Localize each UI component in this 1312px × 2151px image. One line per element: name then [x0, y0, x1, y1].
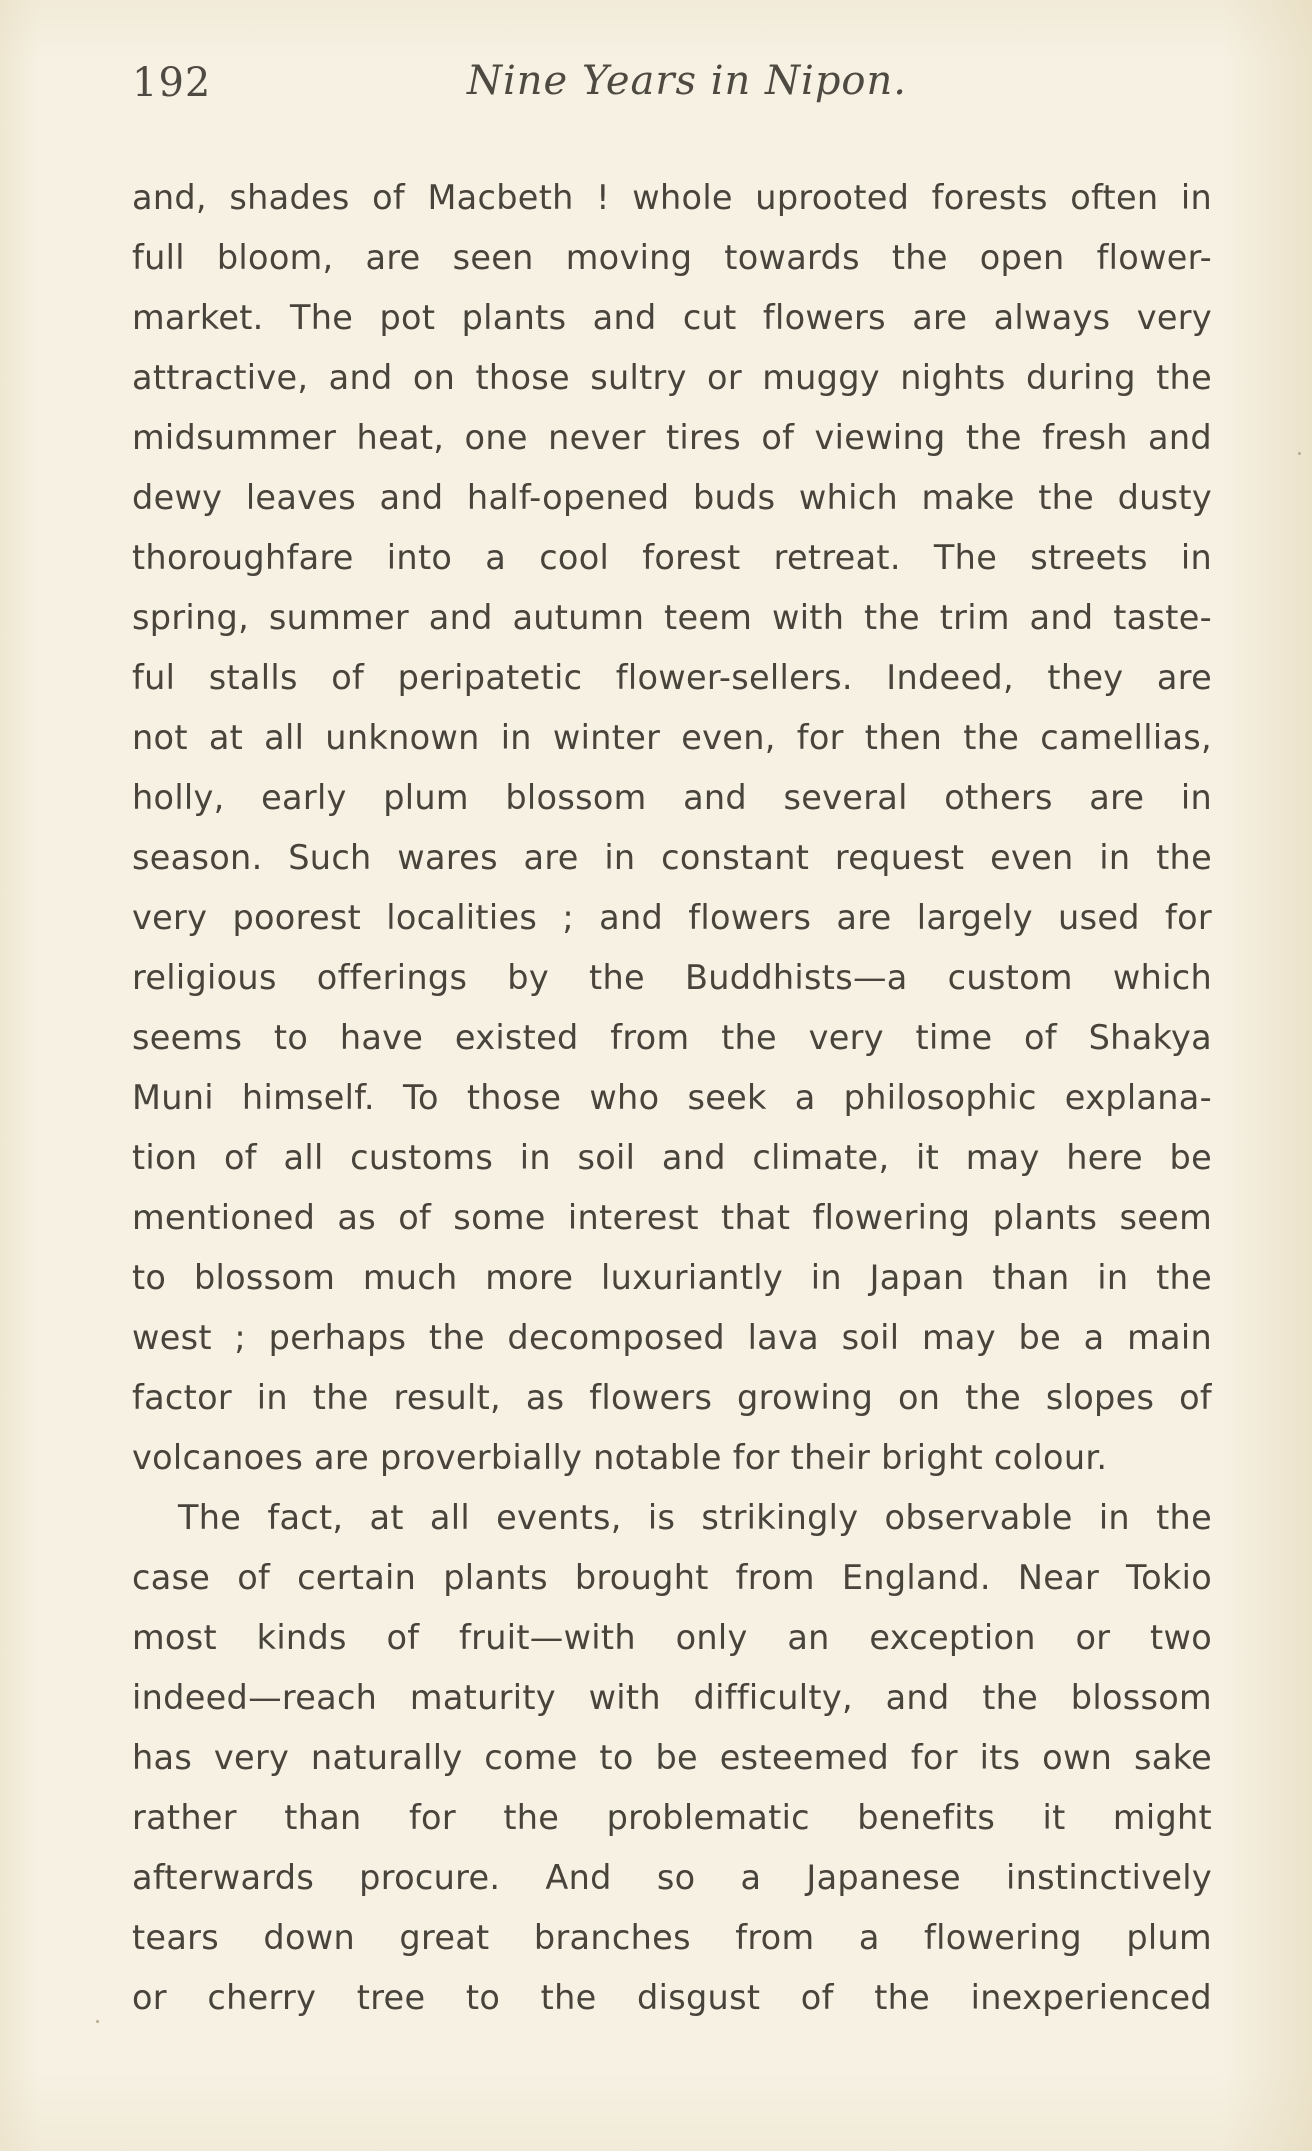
text-line: Muni himself. To those who seek a philosophic explana- [132, 1078, 1212, 1117]
text-line: midsummer heat, one never tires of viewing the fresh and [132, 418, 1212, 457]
text-line: ful stalls of peripatetic flower-sellers. Indeed, they are [132, 658, 1212, 697]
running-title: Nine Years in Nipon. [467, 58, 907, 104]
page-number: 192 [132, 60, 212, 106]
text-line: market. The pot plants and cut flowers are always very [132, 298, 1212, 337]
paper-speck [96, 2020, 99, 2023]
text-line: mentioned as of some interest that flowering plants seem [132, 1198, 1212, 1237]
text-line: seems to have existed from the very time of Shakya [132, 1018, 1212, 1057]
text-line: full bloom, are seen moving towards the open flower- [132, 238, 1212, 277]
text-line: most kinds of fruit—with only an exception or two [132, 1618, 1212, 1657]
text-line: religious offerings by the Buddhists—a custom which [132, 958, 1212, 997]
text-line: factor in the result, as flowers growing on the slopes of [132, 1378, 1212, 1417]
body-text [132, 168, 1212, 2028]
text-line: tion of all customs in soil and climate, it may here be [132, 1138, 1212, 1177]
text-line: thoroughfare into a cool forest retreat. The streets in [132, 538, 1212, 577]
text-line: or cherry tree to the disgust of the inexperienced [132, 1978, 1212, 2017]
text-line: west ; perhaps the decomposed lava soil may be a main [132, 1318, 1212, 1357]
text-line: attractive, and on those sultry or muggy nights during the [132, 358, 1212, 397]
text-line: spring, summer and autumn teem with the trim and taste- [132, 598, 1212, 637]
text-line: has very naturally come to be esteemed for its own sake [132, 1738, 1212, 1777]
text-line: not at all unknown in winter even, for then the camellias, [132, 718, 1212, 757]
paper-speck [1298, 452, 1301, 455]
text-line: season. Such wares are in constant request even in the [132, 838, 1212, 877]
text-line: to blossom much more luxuriantly in Japan than in the [132, 1258, 1212, 1297]
text-line: and, shades of Macbeth ! whole uprooted forests often in [132, 178, 1212, 217]
text-line: very poorest localities ; and flowers are largely used for [132, 898, 1212, 937]
text-line: volcanoes are proverbially notable for their bright colour. [132, 1438, 1108, 1477]
text-line: tears down great branches from a flowering plum [132, 1918, 1212, 1957]
text-line: afterwards procure. And so a Japanese instinctively [132, 1858, 1212, 1897]
text-line: rather than for the problematic benefits it might [132, 1798, 1212, 1837]
text-line: The fact, at all events, is strikingly observable in the [178, 1498, 1212, 1537]
running-head [132, 60, 1212, 130]
text-line: indeed—reach maturity with difficulty, and the blossom [132, 1678, 1212, 1717]
text-line: holly, early plum blossom and several others are in [132, 778, 1212, 817]
text-line: dewy leaves and half-opened buds which make the dusty [132, 478, 1212, 517]
text-line: case of certain plants brought from England. Near Tokio [132, 1558, 1212, 1597]
